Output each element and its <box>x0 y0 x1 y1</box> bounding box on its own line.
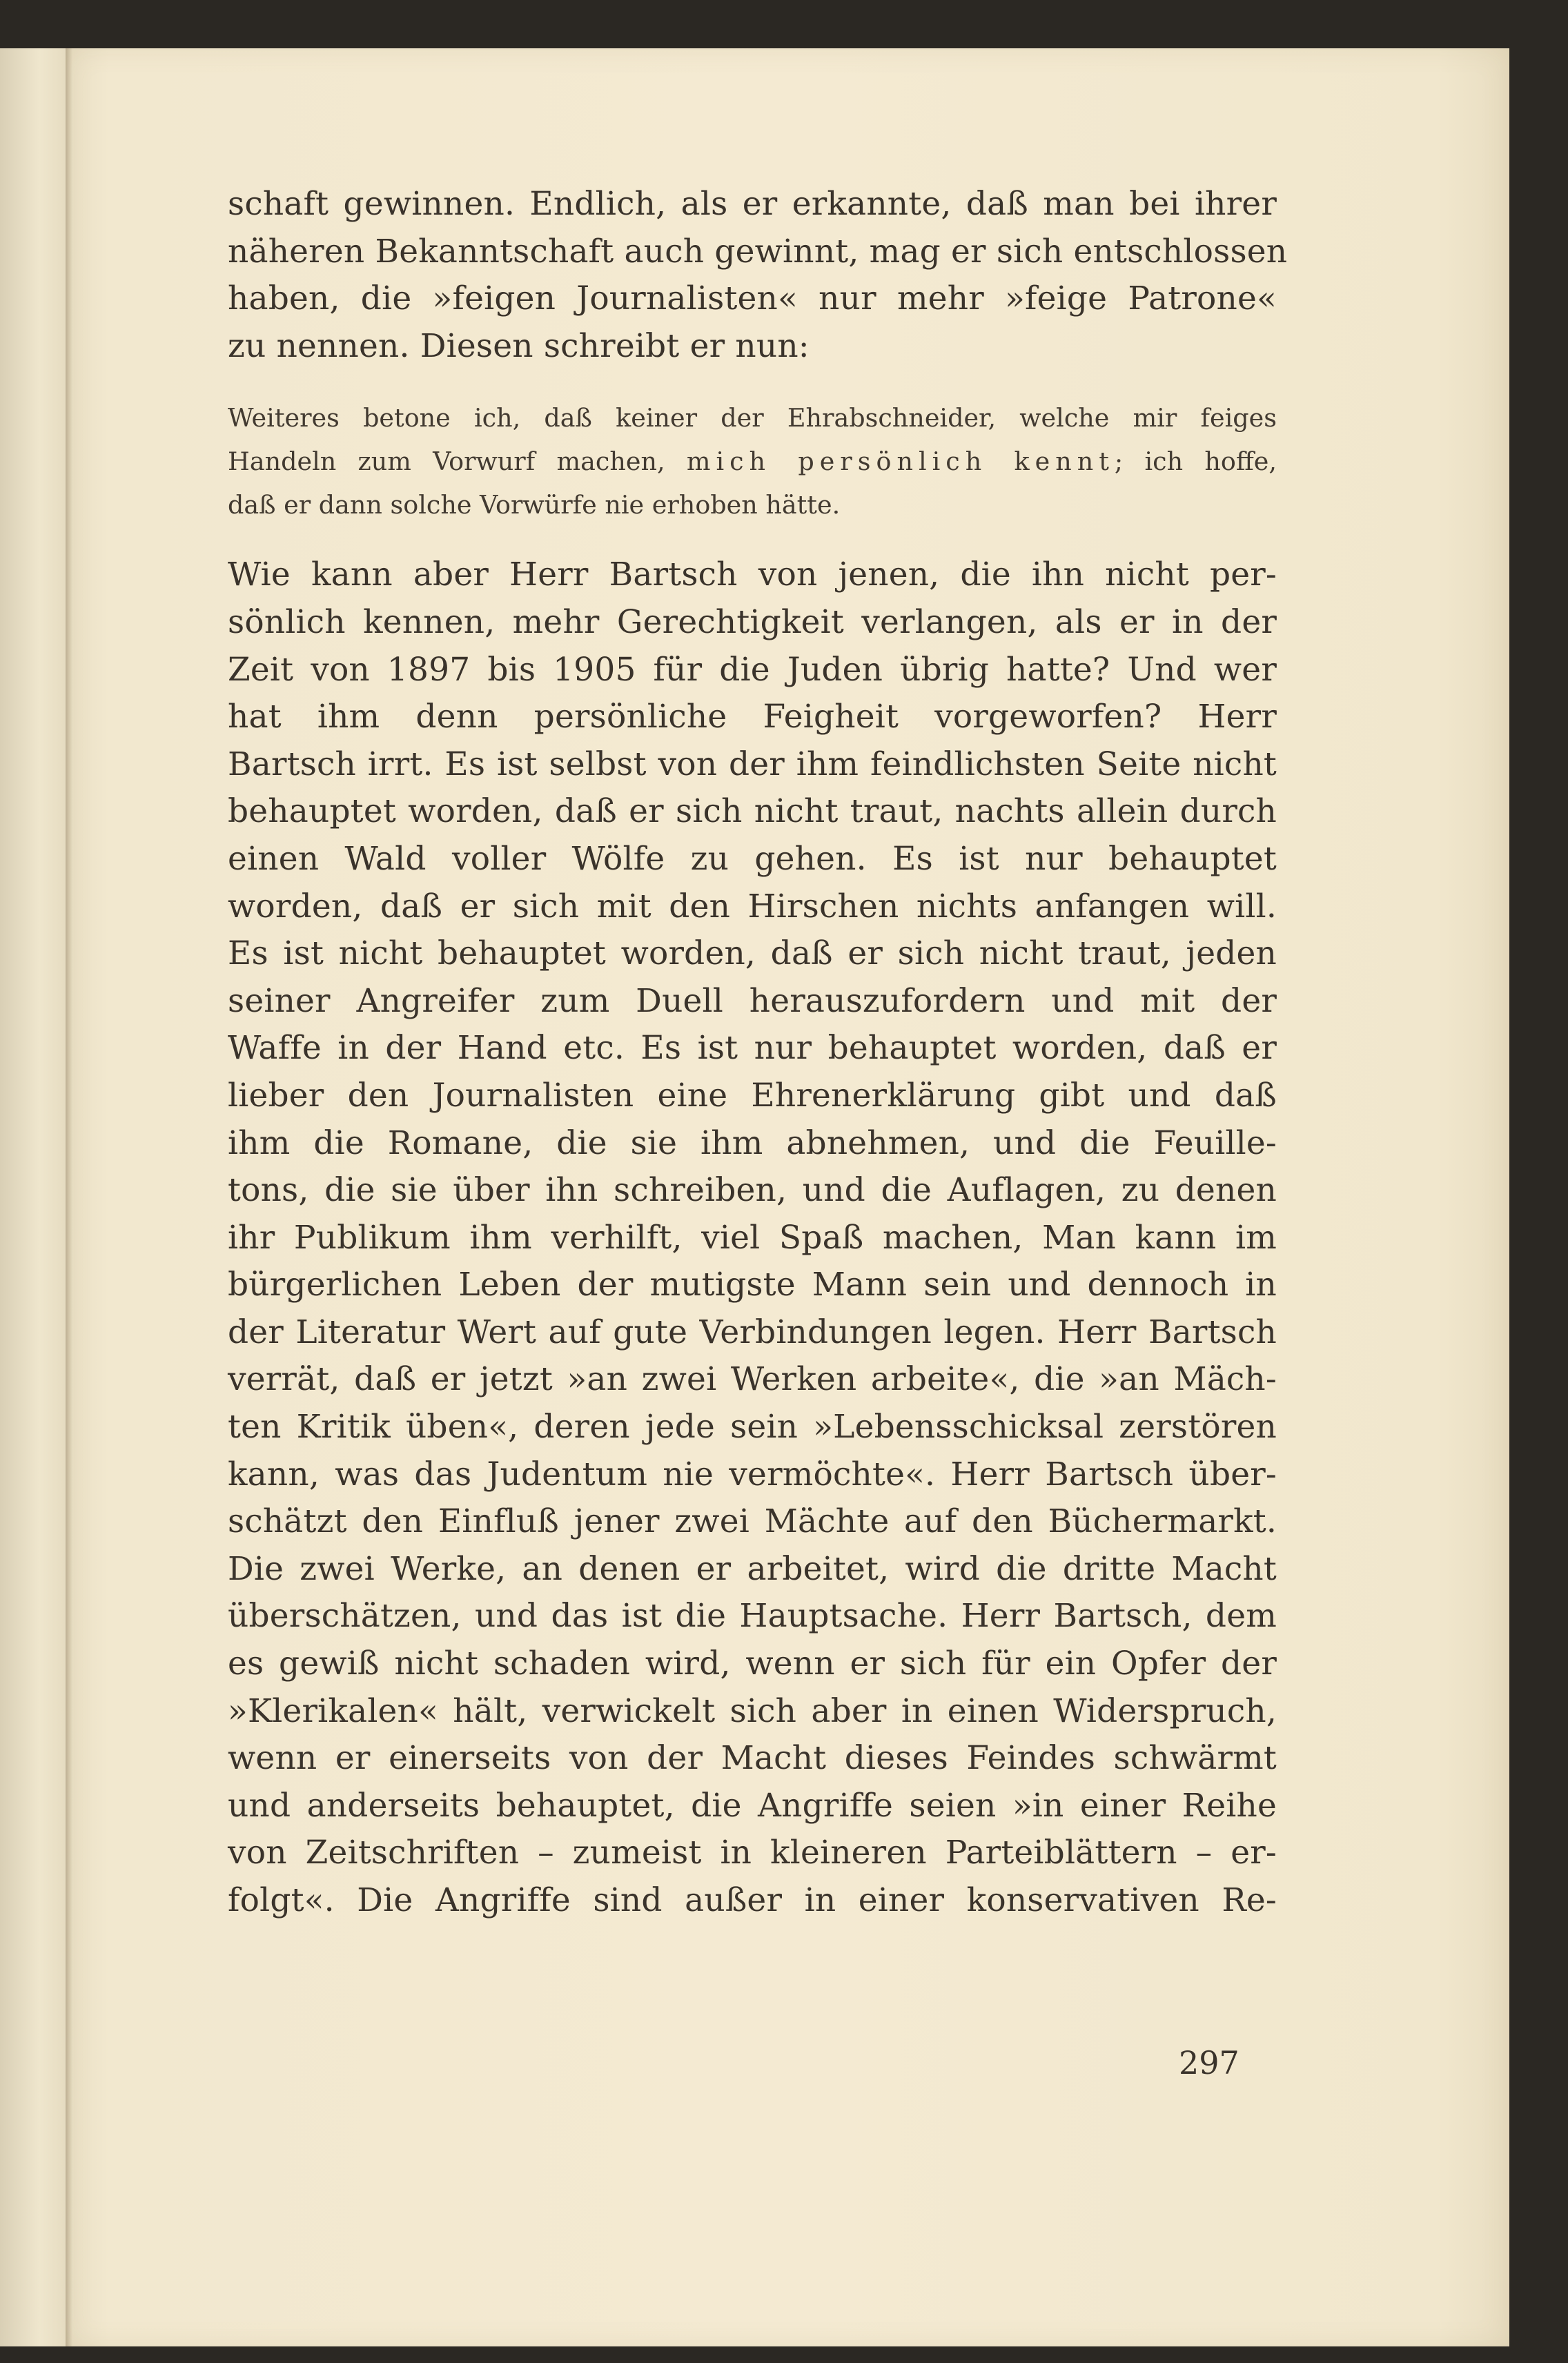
text-line: Waffe in der Hand etc. Es ist nur behauptet worden, daß er <box>228 1029 1277 1068</box>
quote-line: Weiteres betone ich, daß keiner der Ehrabschneider, welche mir feiges <box>228 403 1277 433</box>
text-line: Es ist nicht behauptet worden, daß er sich nicht traut, jeden <box>228 934 1277 973</box>
text-line: lieber den Journalisten eine Ehrenerklärung gibt und daß <box>228 1076 1277 1115</box>
text-line: bürgerlichen Leben der mutigste Mann sein und dennoch in <box>228 1266 1277 1304</box>
text-line: wenn er einerseits von der Macht dieses Feindes schwärmt <box>228 1739 1277 1778</box>
text-line: ten Kritik üben«, deren jede sein »Lebensschicksal zerstören <box>228 1408 1277 1447</box>
text-line: sönlich kennen, mehr Gerechtigkeit verlangen, als er in der <box>228 602 1277 641</box>
text-line: behauptet worden, daß er sich nicht traut, nachts allein durch <box>228 792 1277 831</box>
text-line: verrät, daß er jetzt »an zwei Werken arbeite«, die »an Mäch- <box>228 1360 1277 1399</box>
paragraph-2 <box>228 551 1277 1924</box>
quote-line: daß er dann solche Vorwürfe nie erhoben hätte. <box>228 490 841 520</box>
paragraph-1 <box>228 181 1288 370</box>
text-line: kann, was das Judentum nie vermöchte«. Herr Bartsch über- <box>228 1455 1277 1493</box>
text-line: Wie kann aber Herr Bartsch von jenen, die ihn nicht per- <box>228 556 1277 594</box>
text-line: worden, daß er sich mit den Hirschen nichts anfangen will. <box>228 887 1277 925</box>
text-line: folgt«. Die Angriffe sind außer in einer konservativen Re- <box>228 1881 1277 1919</box>
quote-text: Handeln zum Vorwurf machen, <box>228 447 665 477</box>
text-line: überschätzen, und das ist die Hauptsache. Herr Bartsch, dem <box>228 1597 1277 1636</box>
quote-emphasis: mich persönlich kennt <box>686 447 1115 477</box>
quote-line <box>228 440 1277 483</box>
text-line: einen Wald voller Wölfe zu gehen. Es ist nur behauptet <box>228 839 1277 878</box>
facing-page-edge <box>0 48 66 2346</box>
text-line: der Literatur Wert auf gute Verbindungen legen. Herr Bartsch <box>228 1313 1277 1351</box>
text-line: seiner Angreifer zum Duell herauszufordern und mit der <box>228 981 1277 1020</box>
text-line: ihr Publikum ihm verhilft, viel Spaß machen, Man kann im <box>228 1218 1277 1257</box>
text-line: schaft gewinnen. Endlich, als er erkannte, daß man bei ihrer <box>228 185 1277 223</box>
text-line: haben, die »feigen Journalisten« nur mehr »feige Patrone« <box>228 280 1277 318</box>
gutter-shadow <box>66 48 72 2346</box>
page-text <box>228 181 1288 1925</box>
text-line: schätzt den Einfluß jener zwei Mächte auf den Büchermarkt. <box>228 1502 1277 1541</box>
text-line: zu nennen. Diesen schreibt er nun: <box>228 326 810 365</box>
block-quote <box>228 396 1277 527</box>
text-line: von Zeitschriften – zumeist in kleineren Parteiblättern – er- <box>228 1834 1277 1872</box>
text-line: Bartsch irrt. Es ist selbst von der ihm feindlichsten Seite nicht <box>228 745 1277 783</box>
text-line: und anderseits behauptet, die Angriffe seien »in einer Reihe <box>228 1786 1277 1825</box>
text-line: ihm die Romane, die sie ihm abnehmen, und die Feuille- <box>228 1124 1277 1162</box>
text-line: es gewiß nicht schaden wird, wenn er sich für ein Opfer der <box>228 1645 1277 1683</box>
page-number: 297 <box>1179 2044 1239 2081</box>
text-line: hat ihm denn persönliche Feigheit vorgeworfen? Herr <box>228 698 1277 736</box>
quote-text: ; ich hoffe, <box>1114 447 1277 477</box>
text-line: Die zwei Werke, an denen er arbeitet, wird die dritte Macht <box>228 1549 1277 1588</box>
text-line: näheren Bekanntschaft auch gewinnt, mag er sich entschlossen <box>228 232 1288 271</box>
text-line: tons, die sie über ihn schreiben, und die Auflagen, zu denen <box>228 1171 1277 1210</box>
text-line: Zeit von 1897 bis 1905 für die Juden übrig hatte? Und wer <box>228 650 1277 689</box>
text-line: »Klerikalen« hält, verwickelt sich aber in einen Widerspruch, <box>228 1692 1277 1730</box>
